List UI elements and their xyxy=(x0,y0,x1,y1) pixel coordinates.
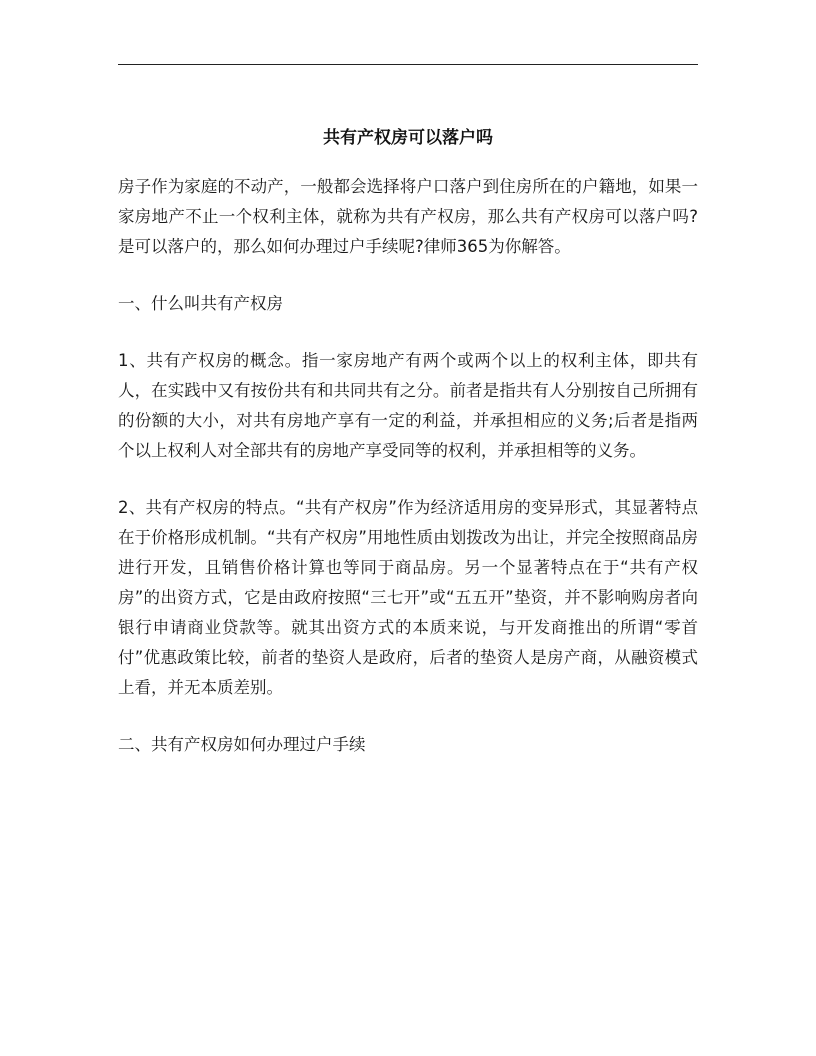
document-title: 共有产权房可以落户吗 xyxy=(323,128,493,148)
section-heading-2: 二、共有产权房如何办理过户手续 xyxy=(118,735,366,754)
features-paragraph: 2、共有产权房的特点。“共有产权房”作为经济适用房的变异形式，其显著特点在于价格形成机制。“共有产权房”用地性质由划拨改为出让，并完全按照商品房进行开发，且销售价格计算也等同于商品房。另一个显著特点在于“共有产权房”的出资方式，它是由政府按照“三七开”或“五五开”垫资，并不影响购房者向银行申请商业贷款等。就其出资方式的本质来说，与开发商推出的所谓“零首付”优惠政策比较，前者的垫资人是政府，后者的垫资人是房产商，从融资模式上看，并无本质差别。 xyxy=(118,498,698,697)
intro-paragraph: 房子作为家庭的不动产，一般都会选择将户口落户到住房所在的户籍地，如果一家房地产不止一个权利主体，就称为共有产权房，那么共有产权房可以落户吗?是可以落户的，那么如何办理过户手续呢?律师365为你解答。 xyxy=(118,177,698,256)
document-body xyxy=(118,172,698,787)
section-heading-1: 一、什么叫共有产权房 xyxy=(118,294,283,313)
definition-paragraph: 1、共有产权房的概念。指一家房地产有两个或两个以上的权利主体，即共有人，在实践中又有按份共有和共同共有之分。前者是指共有人分别按自己所拥有的份额的大小，对共有房地产享有一定的利益，并承担相应的义务;后者是指两个以上权利人对全部共有的房地产享受同等的权利，并承担相等的义务。 xyxy=(118,351,698,460)
header-rule xyxy=(118,64,698,65)
